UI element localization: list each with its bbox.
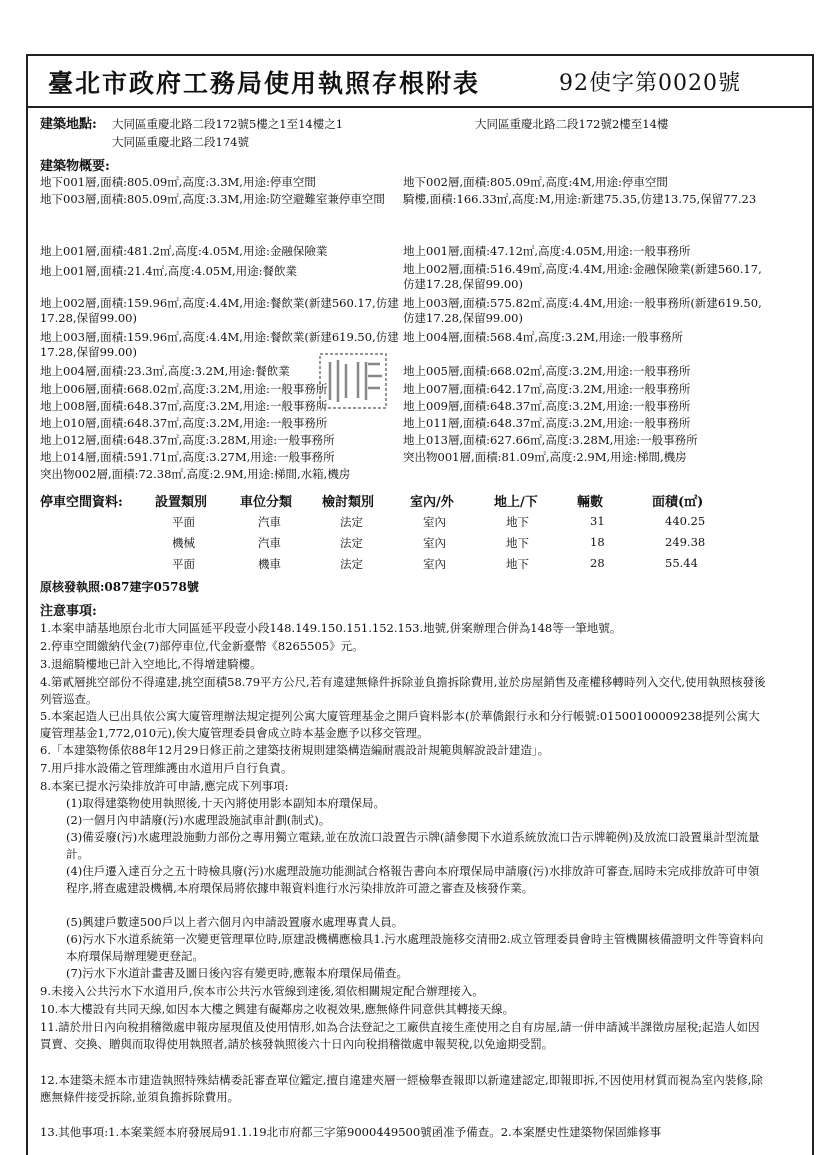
parking-cell: 法定 (340, 557, 363, 571)
parking-header: 車位分類 (240, 495, 293, 510)
parking-cell: 室內 (423, 557, 446, 571)
note-item: 2.停車空間繳納代金(7)部停車位,代金新臺幣《8265505》元。 (40, 639, 364, 653)
note-item: 4.第貳層挑空部份不得違建,挑空面積58.79平方公尺,若有違建無條件拆除並負擔拆除費用,並於房屋銷售及產權移轉時列入交代,使用執照核發後列管巡查。 (40, 675, 766, 706)
parking-cell: 汽車 (258, 515, 281, 529)
note-item: 8.本案已提水污染排放許可申請,應完成下列事項: (40, 779, 289, 793)
note-subitem: (1)取得建築物使用執照後,十天內將使用影本副知本府環保局。 (66, 796, 385, 810)
note-subitem: (4)住戶遷入達百分之五十時檢具廢(污)水處理設施功能測試合格報告書向本府環保局申請廢(污)水排放許可審查,屆時未完成排放許可申領程序,將查處建設機構,本府環保局將依據申報資料進行水污染排放許可證之審查及核發作業。 (66, 864, 760, 895)
parking-cell: 平面 (172, 557, 195, 571)
note-item: 13.其他事項:1.本案業經本府發展局91.1.19北市府都三字第9000449500號函准予備查。2.本案歷史性建築物保固維修事 (40, 1125, 662, 1139)
note-subitem: (3)備妥廢(污)水處理設施動力部份之專用獨立電錶,並在放流口設置告示牌(請參閱下水道系統放流口告示牌範例)及放流口設置巢計型流量計。 (66, 830, 760, 861)
parking-cell: 地下 (506, 536, 529, 550)
parking-cell: 地下 (506, 515, 529, 529)
overview-left-item: 地上001層,面積:21.4㎡,高度:4.05M,用途:餐飲業 (40, 264, 298, 278)
note-subitem: (7)污水下水道計畫書及圖日後內容有變更時,應報本府環保局備查。 (66, 966, 408, 980)
note-subitem: (6)污水下水道系統第一次變更管理單位時,原建設機構應檢具1.污水處理設施移交清冊2.成立管理委員會時主管機關核備證明文件等資料向本府環保局辦理變更登記。 (66, 932, 764, 963)
note-item: 7.用戶排水設備之管理維護由水道用戶自行負責。 (40, 761, 293, 775)
note-subitem: (2)一個月內申請廢(污)水處理設施試車計劃(制式)。 (66, 813, 331, 827)
document-title: 臺北市政府工務局使用執照存根附表 (48, 69, 481, 98)
note-item: 11.請於卅日內向稅捐稽徵處申報房屋現值及使用情形,如為合法登記之工廠供直接生產使用之自有房屋,請一併申請減半課徵房屋稅;起造人如因買賣、交換、贈與而取得使用執照者,請於核發執照後六十日內向稅捐稽徵處申報契稅,以免逾期受罰。 (40, 1020, 760, 1051)
note-item: 9.未接入公共污水下水道用戶,俟本市公共污水管線到達後,須依相關規定配合辦理接入。 (40, 984, 484, 998)
note-item: 3.退縮騎樓地已計入空地比,不得增建騎樓。 (40, 657, 262, 671)
overview-right-item: 地上013層,面積:627.66㎡,高度:3.28M,用途:一般事務所 (403, 433, 698, 447)
overview-right-item: 地上004層,面積:568.4㎡,高度:3.2M,用途:一般事務所 (403, 330, 684, 344)
overview-right-item: 地下002層,面積:805.09㎡,高度:4M,用途:停車空間 (403, 175, 668, 189)
parking-cell: 28 (590, 556, 605, 570)
parking-cell: 室內 (423, 515, 446, 529)
overview-left-item: 地上010層,面積:648.37㎡,高度:3.2M,用途:一般事務所 (40, 416, 328, 430)
overview-left-item: 地下001層,面積:805.09㎡,高度:3.3M,用途:停車空間 (40, 175, 316, 189)
overview-left-item: 地上014層,面積:591.71㎡,高度:3.27M,用途:一般事務所 (40, 450, 335, 464)
parking-header: 設置類別 (155, 495, 208, 510)
overview-left-item: 地上001層,面積:481.2㎡,高度:4.05M,用途:金融保險業 (40, 244, 328, 258)
overview-right-item: 地上005層,面積:668.02㎡,高度:3.2M,用途:一般事務所 (403, 364, 691, 378)
overview-left-item: 地上012層,面積:648.37㎡,高度:3.28M,用途:一般事務所 (40, 433, 335, 447)
overview-right-item: 地上009層,面積:648.37㎡,高度:3.2M,用途:一般事務所 (403, 399, 691, 413)
overview-left-item: 地上008層,面積:648.37㎡,高度:3.2M,用途:一般事務所 (40, 399, 328, 413)
parking-cell: 機械 (172, 536, 195, 550)
license-number: 92使字第0020號 (559, 71, 741, 96)
parking-cell: 法定 (340, 536, 363, 550)
note-item: 10.本大樓設有共同天線,如因本大樓之興建有礙鄰房之收視效果,應無條件同意供其轉接天線。 (40, 1002, 515, 1016)
parking-header: 室內/外 (410, 495, 454, 510)
parking-cell: 249.38 (665, 535, 706, 549)
parking-cell: 汽車 (258, 536, 281, 550)
address-label: 建築地點: (40, 117, 97, 132)
note-item: 1.本案申請基地原台北市大同區延平段壹小段148.149.150.151.152.153.地號,併案辦理合併為148等一筆地號。 (40, 621, 622, 635)
parking-cell: 18 (590, 535, 605, 549)
overview-left-item: 地上006層,面積:668.02㎡,高度:3.2M,用途:一般事務所 (40, 382, 328, 396)
parking-cell: 法定 (340, 515, 363, 529)
parking-header: 檢討類別 (322, 495, 375, 510)
overview-right-item: 地上002層,面積:516.49㎡,高度:4.4M,用途:金融保險業(新建560.17,仿建17.28,保留99.00) (403, 262, 762, 291)
parking-cell: 440.25 (665, 514, 706, 528)
notes-label: 注意事項: (40, 604, 97, 619)
parking-cell: 55.44 (665, 556, 698, 570)
parking-cell: 平面 (172, 515, 195, 529)
overview-right-item: 騎樓,面積:166.33㎡,高度:M,用途:新建75.35,仿建13.75,保留77.23 (403, 192, 757, 206)
note-subitem: (5)興建戶數達500戶以上者六個月內申請設置廢水處理專責人員。 (66, 915, 404, 929)
note-item: 5.本案起造人已出具依公寓大廈管理辦法規定提列公寓大廈管理基金之開戶資料影本(於華僑銀行永和分行帳號:01500100009238提列公寓大廈管理基金1,772,010元),俟大廈管理委員會成立時本基金應予以移交管理。 (40, 709, 760, 740)
parking-cell: 31 (590, 514, 605, 528)
overview-left-item: 地下003層,面積:805.09㎡,高度:3.3M,用途:防空避難室兼停車空間 (40, 192, 385, 206)
overview-left-item: 地上003層,面積:159.96㎡,高度:4.4M,用途:餐飲業(新建619.50,仿建17.28,保留99.00) (40, 330, 399, 359)
original-license: 原核發執照:087建字0578號 (40, 580, 199, 594)
overview-label: 建築物概要: (40, 159, 110, 174)
parking-header: 地上/下 (494, 495, 538, 510)
parking-header: 面積(㎡) (652, 495, 704, 510)
stamp-seal (318, 352, 388, 410)
document-header (26, 54, 814, 108)
note-item: 6.「本建築物係依88年12月29日修正前之建築技術規則建築構造編耐震設計規範與解說設計建造」。 (40, 743, 550, 757)
parking-label: 停車空間資料: (40, 495, 123, 510)
overview-right-item: 地上007層,面積:642.17㎡,高度:3.2M,用途:一般事務所 (403, 382, 691, 396)
parking-header: 輛數 (577, 495, 604, 510)
overview-right-item: 地上011層,面積:648.37㎡,高度:3.2M,用途:一般事務所 (403, 416, 691, 430)
overview-right-item: 地上003層,面積:575.82㎡,高度:4.4M,用途:一般事務所(新建619.50,仿建17.28,保留99.00) (403, 296, 762, 325)
address-right: 大同區重慶北路二段172號2樓至14樓 (475, 117, 669, 131)
parking-cell: 室內 (423, 536, 446, 550)
overview-left-item: 突出物002層,面積:72.38㎡,高度:2.9M,用途:梯間,水箱,機房 (40, 467, 351, 481)
parking-cell: 機車 (258, 557, 281, 571)
overview-left-item: 地上004層,面積:23.3㎡,高度:3.2M,用途:餐飲業 (40, 364, 290, 378)
overview-right-item: 地上001層,面積:47.12㎡,高度:4.05M,用途:一般事務所 (403, 244, 691, 258)
overview-left-item: 地上002層,面積:159.96㎡,高度:4.4M,用途:餐飲業(新建560.17,仿建17.28,保留99.00) (40, 296, 399, 325)
overview-right-item: 突出物001層,面積:81.09㎡,高度:2.9M,用途:梯間,機房 (403, 450, 687, 464)
address-line-2: 大同區重慶北路二段174號 (112, 135, 249, 149)
address-line-1: 大同區重慶北路二段172號5樓之1至14樓之1 (112, 117, 344, 131)
parking-cell: 地下 (506, 557, 529, 571)
note-item: 12.本建築未經本市建造執照特殊結構委託審查單位鑑定,擅自違建夾層一經檢舉查報即以新違建認定,即報即拆,不因使用材質而視為室內裝修,除應無條件接受拆除,並須負擔拆除費用。 (40, 1073, 763, 1104)
